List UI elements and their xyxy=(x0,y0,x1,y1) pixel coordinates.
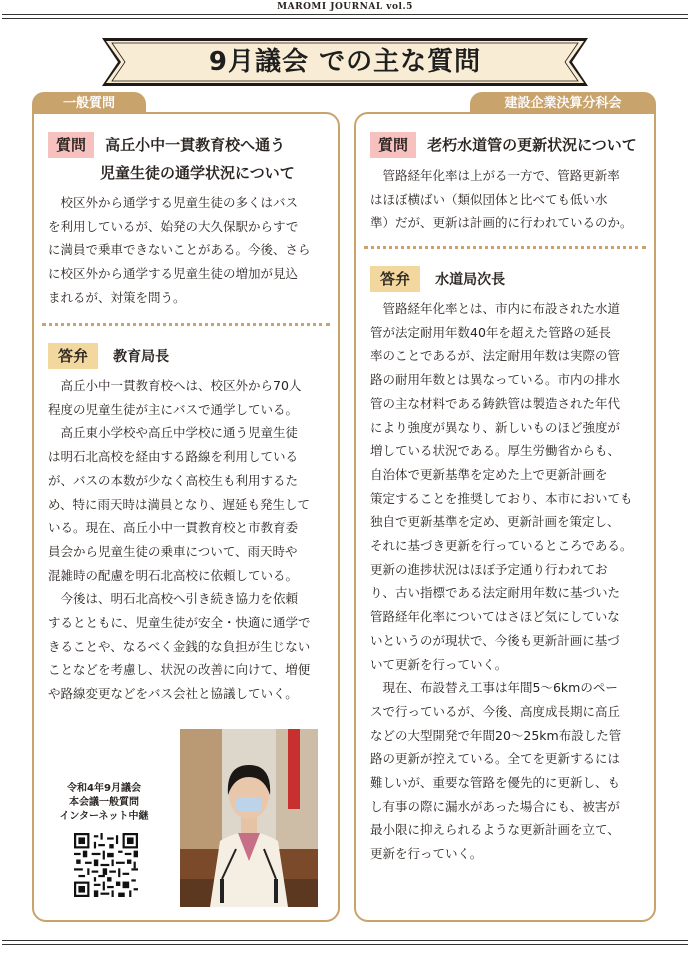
qr-code-icon[interactable] xyxy=(74,833,138,897)
text-line: 路の耐用年数とは異なっている。市内の排水 xyxy=(370,372,621,388)
text-line: まれるが、対策を問う。 xyxy=(48,289,186,305)
answer-label: 答弁 xyxy=(48,343,98,369)
text-line: それに基づき更新を行っているところである。 xyxy=(370,538,633,554)
top-rule xyxy=(2,14,688,19)
text-line: 準）だが、更新は計画的に行われているのか。 xyxy=(370,215,633,231)
caption-line: インターネット中継 xyxy=(59,811,149,822)
speaker-photo xyxy=(180,729,318,907)
caption-line: 本会議一般質問 xyxy=(69,797,139,808)
title-banner xyxy=(102,38,588,86)
text-line: 高丘小中一貫教育校へは、校区外から70人 xyxy=(60,378,302,393)
text-line: 管路経年化率は上がる一方で、管路更新率 xyxy=(382,168,620,183)
text-line: いて更新を行っていく。 xyxy=(370,656,508,672)
text-line: 策定することを推奨しており、本市においても xyxy=(370,490,633,506)
section-divider xyxy=(364,246,646,249)
tab-construction-committee: 建設企業決算分科会 xyxy=(470,92,656,116)
text-line: 混雑時の配慮を明石北高校に依頼している。 xyxy=(48,567,299,583)
text-line: が、バスの本数が少なく高校生も利用するた xyxy=(48,472,299,488)
left-question-body xyxy=(48,191,326,310)
text-line: 現在、布設替え工事は年間5～6kmのペー xyxy=(382,680,618,696)
page-title: 9月議会 での主な質問 xyxy=(208,47,482,77)
text-line: 路の更新が控えている。全てを更新するには xyxy=(370,751,621,767)
left-question-header xyxy=(48,132,328,186)
right-answer-header xyxy=(370,266,505,292)
text-line: ことなどを考慮し、状況の改善に向けて、増便 xyxy=(48,662,311,678)
answerer-name: 教育局長 xyxy=(113,349,170,365)
section-divider xyxy=(42,323,330,326)
text-line: 更新の進捗状況はほぼ予定通り行われてお xyxy=(370,561,608,577)
left-question-title-line2: 児童生徒の通学状況について xyxy=(100,164,295,182)
text-line: 独自で更新基準を定め、更新計画を策定し、 xyxy=(370,514,620,530)
text-line: り、古い指標である法定耐用年数に基づいた xyxy=(370,585,621,601)
text-line: 増している状況である。厚生労働省からも、 xyxy=(370,443,621,459)
text-line: はほぼ横ばい（類似団体と比べても低い水 xyxy=(370,191,608,207)
text-line: するとともに、児童生徒が安全・快適に通学で xyxy=(48,615,311,631)
text-line: 今後は、明石北高校へ引き続き協力を依頼 xyxy=(60,591,299,607)
right-panel xyxy=(354,112,656,922)
right-question-title: 老朽水道管の更新状況について xyxy=(427,136,637,154)
left-question-title-line1: 高丘小中一貫教育校へ通う xyxy=(105,136,286,154)
text-line: により強度が異なり、新しいものほど強度が xyxy=(370,419,621,435)
video-caption xyxy=(44,782,164,824)
right-question-header xyxy=(370,132,650,158)
left-answer-body xyxy=(48,374,326,706)
text-line: 管が法定耐用年数40年を超えた管路の延長 xyxy=(370,324,611,340)
answer-label: 答弁 xyxy=(370,266,420,292)
text-line: は明石北高校を経由する路線を利用している xyxy=(48,449,299,465)
text-line: いというのが現状で、今後も更新計画に基づ xyxy=(370,632,620,648)
text-line: などの大型開発で年間20～25km布設した管 xyxy=(370,727,622,743)
right-question-body xyxy=(370,164,642,235)
answerer-name: 水道局次長 xyxy=(435,272,506,288)
text-line: め、特に雨天時は満員となり、遅延も発生して xyxy=(48,496,311,512)
masthead: MAROMI JOURNAL vol.5 xyxy=(277,2,413,12)
text-line: や路線変更などをバス会社と協議していく。 xyxy=(48,686,298,702)
right-answer-body xyxy=(370,297,642,866)
text-line: 高丘東小学校や高丘中学校に通う児童生徒 xyxy=(60,425,299,441)
left-answer-header xyxy=(48,343,169,369)
text-line: 管路経年化率とは、市内に布設された水道 xyxy=(382,301,621,316)
text-line: に校区外から通学する児童生徒の増加が見込 xyxy=(48,266,299,282)
text-line: 員会から児童生徒の乗車について、雨天時や xyxy=(48,543,298,559)
speaker-illustration xyxy=(180,729,318,907)
text-line: いる。現在、高丘小中一貫教育校と市教育委 xyxy=(48,520,299,536)
text-line: スで行っているが、今後、高度成長期に高丘 xyxy=(370,703,621,719)
text-line: 率のことであるが、法定耐用年数は実際の管 xyxy=(370,348,621,364)
tab-general-question: 一般質問 xyxy=(32,92,146,116)
text-line: 程度の児童生徒が主にバスで通学している。 xyxy=(48,401,299,417)
text-line: 管路経年化率についてはさほど気にしていな xyxy=(370,609,620,625)
text-line: 校区外から通学する児童生徒の多くはバス xyxy=(60,195,299,210)
text-line: 管の主な材料である鋳鉄管は製造された年代 xyxy=(370,395,621,411)
text-line: を利用しているが、始発の大久保駅からすで xyxy=(48,218,299,234)
text-line: 更新を行っていく。 xyxy=(370,846,483,862)
text-line: に満員で乗車できないことがある。今後、さら xyxy=(48,242,311,258)
text-line: 難しいが、重要な管路を優先的に更新し、も xyxy=(370,775,621,791)
caption-line: 令和4年9月議会 xyxy=(67,783,141,794)
text-line: 自治体で更新基準を定めた上で更新計画を xyxy=(370,466,608,482)
bottom-rule xyxy=(2,940,688,945)
question-label: 質問 xyxy=(48,132,94,158)
text-line: し有事の際に漏水があった場合にも、被害が xyxy=(370,798,620,814)
question-label: 質問 xyxy=(370,132,416,158)
text-line: 最小限に抑えられるような更新計画を立て、 xyxy=(370,822,620,838)
text-line: きることや、なるべく金銭的な負担が生じない xyxy=(48,638,311,654)
